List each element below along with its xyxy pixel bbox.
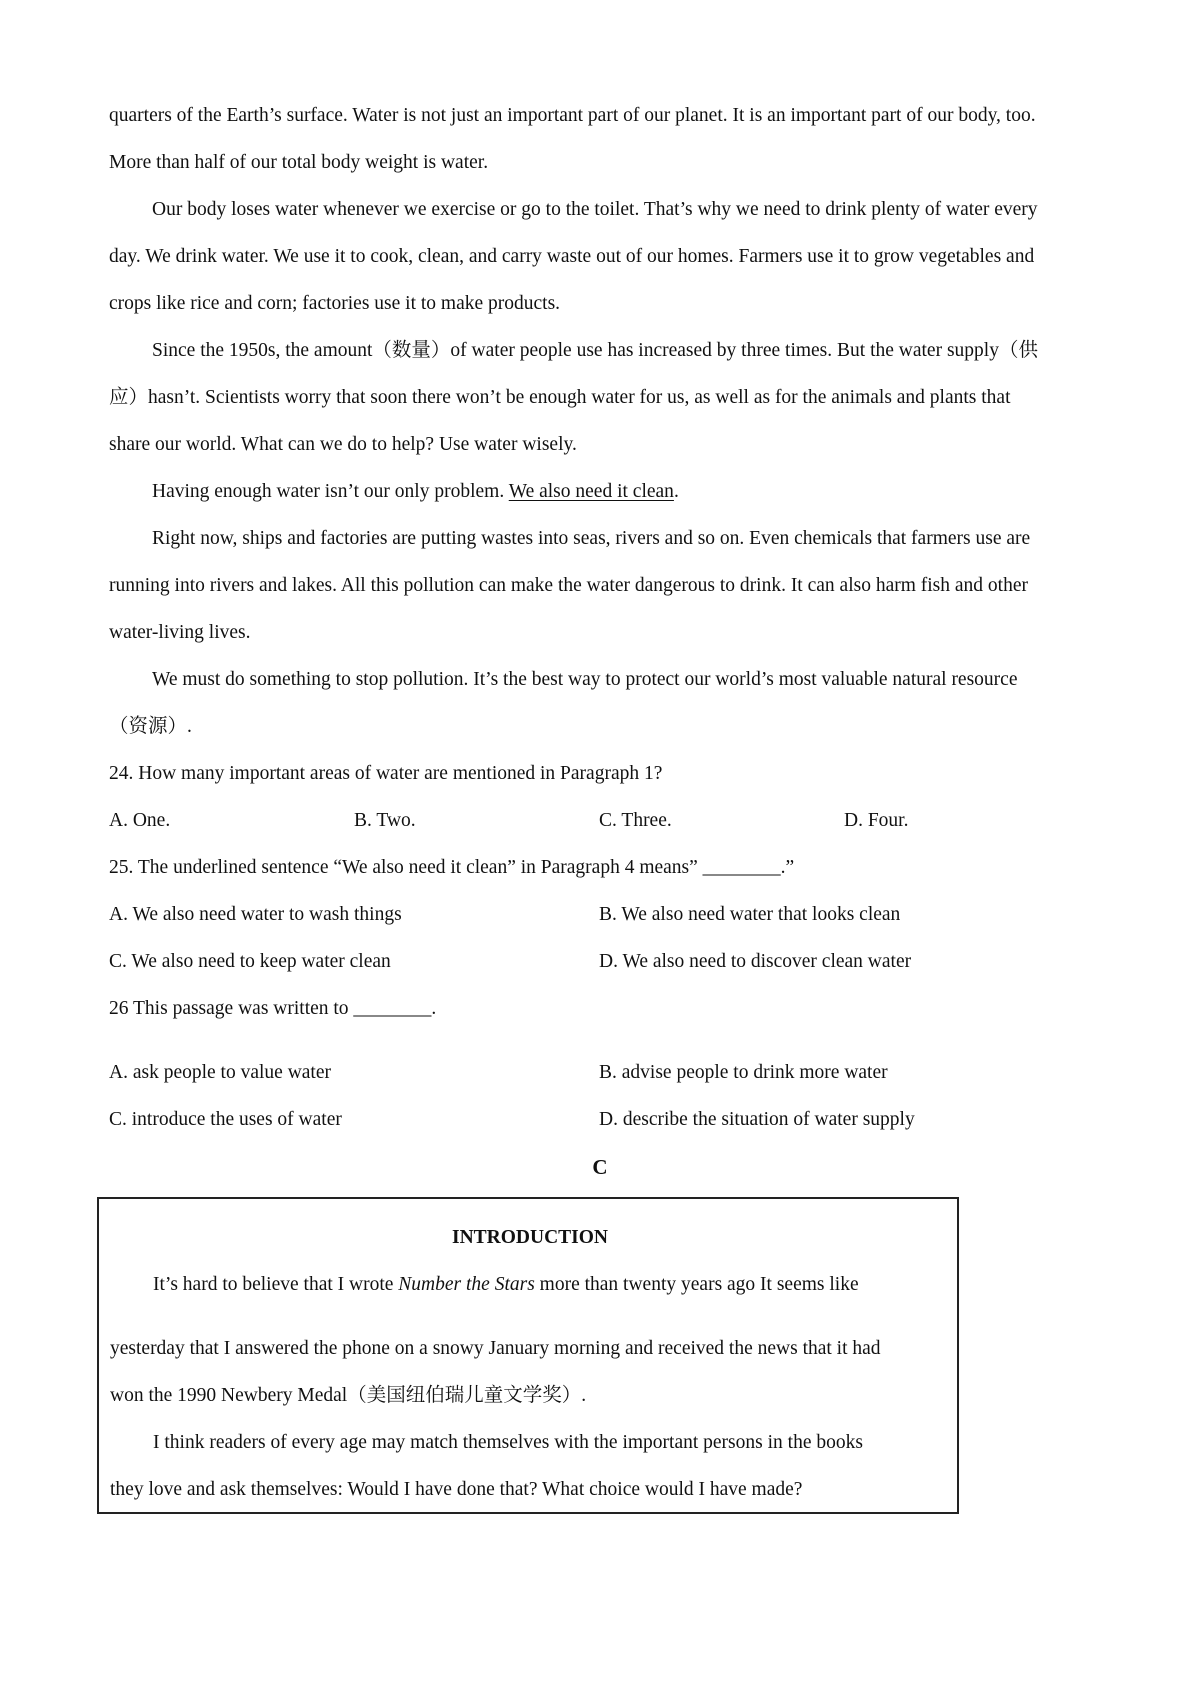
question-26-stem: 26 This passage was written to ________. — [109, 998, 437, 1019]
q24-option-a[interactable]: A. One. — [109, 810, 171, 831]
q26-option-a[interactable]: A. ask people to value water — [109, 1062, 332, 1083]
q25-option-b[interactable]: B. We also need water that looks clean — [599, 904, 901, 925]
passage-line: Since the 1950s, the amount（数量）of water people use has increased by three times. But the water supply（供 — [152, 340, 1038, 361]
passage-text: Having enough water isn’t our only problem. — [152, 481, 509, 502]
passage-line: We must do something to stop pollution. It’s the best way to protect our world’s most valuable natural resource — [152, 669, 1018, 690]
section-c-heading: C — [592, 1155, 608, 1179]
passage-paragraph-4 — [152, 479, 679, 505]
introduction-line: I think readers of every age may match themselves with the important persons in the books — [153, 1432, 863, 1453]
q26-option-d[interactable]: D. describe the situation of water supply — [599, 1109, 915, 1130]
passage-text: . — [673, 481, 679, 502]
book-title: Number the Stars — [398, 1274, 535, 1295]
passage-line: crops like rice and corn; factories use it to make products. — [109, 293, 561, 314]
introduction-text: more than twenty years ago It seems like — [534, 1274, 859, 1295]
introduction-line: they love and ask themselves: Would I have done that? What choice would I have made? — [110, 1479, 803, 1500]
q25-option-d[interactable]: D. We also need to discover clean water — [599, 951, 912, 972]
passage-line: quarters of the Earth’s surface. Water is not just an important part of our planet. It is an important part of our body, too. — [109, 105, 1036, 126]
passage-line: share our world. What can we do to help? Use water wisely. — [109, 434, 577, 455]
passage-line: Our body loses water whenever we exercise or go to the toilet. That’s why we need to drink plenty of water every — [152, 199, 1038, 220]
introduction-line: won the 1990 Newbery Medal（美国纽伯瑞儿童文学奖）. — [110, 1385, 587, 1406]
q24-option-b[interactable]: B. Two. — [354, 810, 416, 831]
passage-line: day. We drink water. We use it to cook, clean, and carry waste out of our homes. Farmers use it to grow vegetables and — [109, 246, 1035, 267]
passage-line: 应）hasn’t. Scientists worry that soon there won’t be enough water for us, as well as for the animals and plants that — [109, 387, 1011, 408]
question-24-stem: 24. How many important areas of water are mentioned in Paragraph 1? — [109, 763, 663, 784]
passage-line: （资源）. — [109, 716, 192, 737]
introduction-line: yesterday that I answered the phone on a snowy January morning and received the news that it had — [110, 1338, 881, 1359]
passage-line: Right now, ships and factories are putting wastes into seas, rivers and so on. Even chemicals that farmers use are — [152, 528, 1031, 549]
introduction-box — [97, 1197, 959, 1514]
q25-option-a[interactable]: A. We also need water to wash things — [109, 904, 402, 925]
q26-option-b[interactable]: B. advise people to drink more water — [599, 1062, 888, 1083]
passage-line: water-living lives. — [109, 622, 251, 643]
passage-line: running into rivers and lakes. All this pollution can make the water dangerous to drink. It can also harm fish and other — [109, 575, 1028, 596]
q24-option-c[interactable]: C. Three. — [599, 810, 672, 831]
q26-option-c[interactable]: C. introduce the uses of water — [109, 1109, 342, 1130]
introduction-text: It’s hard to believe that I wrote — [153, 1274, 399, 1295]
q25-option-c[interactable]: C. We also need to keep water clean — [109, 951, 391, 972]
passage-line: More than half of our total body weight is water. — [109, 152, 489, 173]
question-25-stem: 25. The underlined sentence “We also need it clean” in Paragraph 4 means” ________.” — [109, 857, 795, 878]
introduction-line — [153, 1272, 859, 1298]
q24-option-d[interactable]: D. Four. — [844, 810, 909, 831]
underlined-sentence: We also need it clean — [508, 481, 674, 502]
introduction-title: INTRODUCTION — [451, 1227, 609, 1248]
